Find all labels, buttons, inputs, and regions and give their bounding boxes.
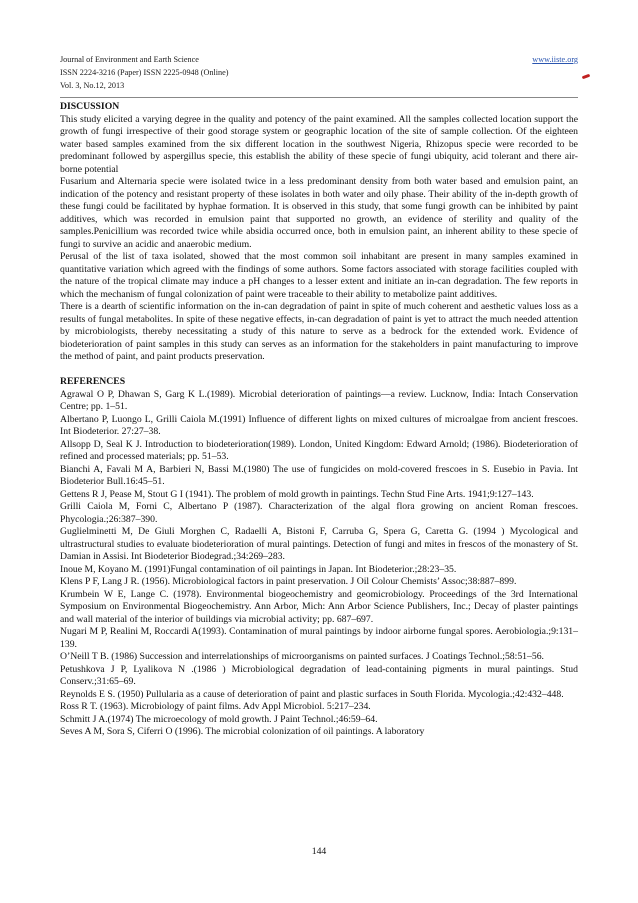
- reference-item: Schmitt J A.(1974) The microecology of mold growth. J Paint Technol.;46:59–64.: [60, 713, 378, 725]
- reference-item: Nugari M P, Realini M, Roccardi A(1993). Contamination of mural paintings by indoor airborne fungal spores. Aerobiologia.;9:131–139.: [60, 626, 578, 650]
- discussion-paragraph: Fusarium and Alternaria specie were isolated twice in a less predominant density from both water based and emulsion paint, an indication of the potency and resistant property of these isolates in both water and oily phase. Their ability of the in-depth growth of these fungi could be facilitated by hyphae formation. It is observed in this study, that some fungi growth can be inhibited by paint additives, which was recorded in emulsion paint that supported no growth, an evidence of sterility and quality of the samples.Penicillium was recorded twice while absidia occurred once, both in emulsion paint, an inherent ability to these specie of fungi to survive an acidic and anaerobic medium.: [60, 176, 578, 250]
- reference-item: Inoue M, Koyano M. (1991)Fungal contamination of oil paintings in Japan. Int Biodeterior.;28:23–35.: [60, 563, 457, 575]
- discussion-paragraph: This study elicited a varying degree in the quality and potency of the paint examined. All the samples collected location support the growth of fungi irrespective of their good storage system or geographic location of the site of sample collection. Of the eighteen water based samples examined from the six different location in the southwest Nigeria, Rhizopus specie were recorded to be predominant followed by aspergillus specie, this establish the ability of these specie of fungi ubiquity, acid tolerant and there air-borne potential: [60, 113, 578, 175]
- reference-item: Reynolds E S. (1950) Pullularia as a cause of deterioration of paint and plastic surfaces in South Florida. Mycologia.;42:432–448.: [60, 688, 564, 700]
- journal-name: Journal of Environment and Earth Science: [60, 55, 199, 64]
- page-header: [60, 53, 578, 95]
- reference-item: Guglielminetti M, De Giuli Morghen C, Radaelli A, Bistoni F, Carruba G, Spera G, Caretta G. (1994 ) Mycological and ultrastructural studies to evaluate biodeterioration of mural paintings. Detection of fungi and mites in frescos of the monastery of St. Damian in Assisi. Int Biodeterior Biodegrad.;34:269–283.: [60, 526, 578, 562]
- reference-item: Seves A M, Sora S, Ciferri O (1996). The microbial colonization of oil paintings. A laboratory: [60, 726, 425, 737]
- volume-line: Vol. 3, No.12, 2013: [60, 81, 125, 91]
- reference-item: Klens P F, Lang J R. (1956). Microbiological factors in paint preservation. J Oil Colour Chemists’ Assoc;38:887–899.: [60, 576, 517, 587]
- discussion-paragraph: Perusal of the list of taxa isolated, showed that the most common soil inhabitant are present in many samples examined in quantitative variation which agreed with the findings of some authors. Some factors associated with storage facilities coupled with the nature of the tropical climate may induce a pH changes to a lesser extent and initiate an in-can degradation. The few reports in which the mechanism of fungal colonization of paint were traceable to their ability to metabolize paint additives.: [60, 251, 578, 300]
- page-number: 144: [311, 846, 327, 857]
- reference-item: Krumbein W E, Lange C. (1978). Environmental biogeochemistry and geomicrobiology. Proceedings of the 3rd International Symposium on Environmental Biogeochemistry. Ann Arbor, Mich: Ann Arbor Science Publishers, Inc.; Decay of plaster paintings and wall material of the interior of buildings via microbial activity; pp. 687–697.: [60, 588, 578, 625]
- website-link[interactable]: www.iiste.org: [532, 55, 578, 64]
- reference-item: Agrawal O P, Dhawan S, Garg K L.(1989). Microbial deterioration of paintings—a review. Lucknow, India: Intach Conservation Centre; pp. 1–51.: [60, 388, 578, 412]
- reference-item: Bianchi A, Favali M A, Barbieri N, Bassi M.(1980) The use of fungicides on mold-covered frescoes in S. Eusebio in Pavia. Int Biodeterior Bull.16:45–51.: [60, 463, 578, 487]
- reference-item: Albertano P, Luongo L, Grilli Caiola M.(1991) Influence of different lights on mixed cultures of microalgae from ancient frescoes. Int Biodeterior. 27:27–38.: [60, 413, 578, 437]
- discussion-paragraph: There is a dearth of scientific information on the in-can degradation of paint in spite of much coherent and aesthetic values loss as a results of fungal metabolites. In spite of these negative effects, in-can degradation of paint is yet to attract the much needed attention by microbiologists, thereby necessitating a study of this nature to serve as a bedrock for the extended work. Evidence of biodeterioration of paint samples in this study can serves as an information for the stakeholders in paint manufacturing to improve the method of paint, and paint products preservation.: [60, 301, 578, 362]
- reference-item: Ross R T. (1963). Microbiology of paint films. Adv Appl Microbiol. 5:217–234.: [60, 701, 371, 712]
- discussion-heading: DISCUSSION: [60, 101, 120, 112]
- references-heading: REFERENCES: [60, 376, 126, 387]
- reference-item: O’Neill T B. (1986) Succession and interrelationships of microorganisms on painted surfaces. J Coatings Technol.;58:51–56.: [60, 651, 544, 662]
- reference-item: Gettens R J, Pease M, Stout G I (1941). The problem of mold growth in paintings. Techn Stud Fine Arts. 1941;9:127–143.: [60, 488, 534, 500]
- article-body: [60, 101, 578, 739]
- issn-line: ISSN 2224-3216 (Paper) ISSN 2225-0948 (Online): [60, 68, 229, 78]
- header-divider: [60, 97, 578, 98]
- reference-item: Allsopp D, Seal K J. Introduction to biodeterioration(1989). London, United Kingdom: Edward Arnold; (1986). Biodeterioration of refined and processed materials; pp. 51–53.: [60, 438, 578, 462]
- reference-item: Petushkova J P, Lyalikova N .(1986 ) Microbiological degradation of lead-containing pigments in mural paintings. Stud Conserv.;31:65–69.: [60, 663, 578, 687]
- section-spacer: [60, 364, 578, 377]
- reference-item: Grilli Caiola M, Forni C, Albertano P (1987). Characterization of the algal flora growing on ancient Roman frescoes. Phycologia.;26:387–390.: [60, 501, 578, 525]
